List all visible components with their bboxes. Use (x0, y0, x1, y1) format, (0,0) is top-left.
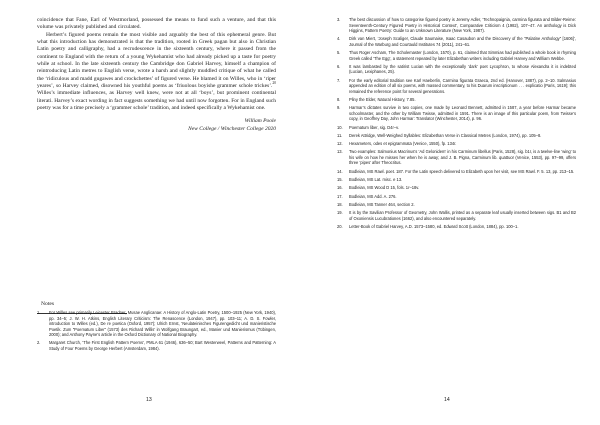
note-text: Margaret Church, ‘The First English Pattern Poems’, PMLA 61 (1946), 636–50; Bart Westerweel, Patterns and Patterning: A Study of Four Poems by George Herbert (Amsterdam, 1984). (49, 340, 276, 351)
note-item (337, 202, 576, 208)
note-item (337, 97, 576, 103)
paragraph-2-main: Herbert’s figured poems remain the most visible and arguably the best of this ephemeral genre. But what this introduction has demonstrated is that the tradition, rooted in Greek pagan but also in Christian Latin poetry and calligraphy, had a recrudescence in the sixteenth century, where it passed from the continent to England with the return of a young Wykehamist who had already picked up a taste for poetry while at school. In the late sixteenth century the Cambridge don Gabriel Harvey, himself a champion of reintroducing Latin metres to English verse, wrote a harsh and slightly muddled critique of what he called the ‘ridiculous and madd gugawes and crockchettes’ of figured verse. He blamed it on Willes, who in ‘riper yeares’, so Harvey claimed, disowned his youthful poems as ‘friuolous boyishe grammer schole trickes’. (37, 31, 276, 90)
note-text: Bodleian, MS Add. A. 276. (349, 193, 397, 199)
note-text: Hexameters, odes et epigrammata (Venice, 1550), fp. 134r. (349, 141, 457, 147)
note-number: 19. (337, 210, 343, 216)
note-number: 13. (337, 149, 343, 155)
note-number: 9. (337, 105, 341, 111)
note-item (337, 194, 576, 200)
note-item (337, 17, 576, 34)
note-number: 11. (337, 132, 343, 138)
note-number: 8. (337, 96, 341, 102)
note-text: Bodleian, MS Wood D 15, fols. 1r–18v. (349, 185, 420, 191)
note-item (337, 36, 576, 47)
note-text: The best discussion of how to categorise figured poetry is Jeremy Adler, ‘Technopaignia, carmina figurata and Bilder-Reime: Seventeenth-Century Figured Poetry in Historical Context’, Comparative Criticism 4 (1982), 107–47. An anthology is Dick Higgins, Pattern Poetry: Guide to an Unknown Literature (New York, 1987). (349, 17, 576, 33)
page-number-left: 13 (146, 397, 152, 403)
note-item (337, 149, 576, 166)
note-number: 17. (337, 193, 343, 199)
note-text: For the early editorial tradition see Karl Haeberlin, Carmina figurata Graeca, 2nd ed. (Hanover, 1887), pp. 2–10. Salmasius appended an edition of all six poems, with massed commentary, to his Duarum inscriptionum . . . explicatio (Paris, 1619); this remained the reference point for several generations. (349, 77, 576, 94)
footnote-ref-20[interactable]: 20 (272, 81, 276, 86)
note-number: 5. (337, 50, 341, 56)
note-number: 18. (337, 201, 343, 207)
note-text: Thus Roger Ascham, The Scholemaster (London, 1570), p. 61, claimed that Simmias had published a whole book in rhyming Greek called ‘The Egg’, a statement repeated by later Elizabethan writers including Gabriel Harvey and William Webbe. (349, 50, 576, 61)
note-item (337, 133, 576, 139)
note-item (337, 125, 576, 131)
notes-title: Notes (41, 301, 55, 307)
note-text: Derek Attridge, Well-Weighed Syllables: Elizabethan Verse in Classical Metres (London, 1974), pp. 105–8. (349, 132, 542, 138)
note-item (337, 105, 576, 122)
note-number: 12. (337, 141, 343, 147)
note-text: It was lambasted by the satirist Lucian with the exceptionally ‘dark’ poet Lycophron, to whose Alexandra it is indebted (Lucian, Lexiphanes, 25). (349, 63, 576, 75)
paragraph-2-tail: Willes’s immediate influences, as Harvey well knew, were not at all ‘boys’, but prominent continental literati. Harvey’s exact wording in fact suggests something we had until now forgotten. For in England such poetry was for a time precisely a ‘grammer schole’ tradition, and indeed specifically a Wykehamist one. (37, 90, 276, 112)
note-text: For Willes see primarily Leicester Bradner, Musae Anglicanae: A History of Anglo-Latin Poetry, 1500–1925 (New York, 1940), pp. 34–5; J. W. H. Atkins, English Literary Criticism: The Renascence (London, 1947), pp. 103–11; A. D. S. Fowler, introduction to Willes (ed.), De re poetica (Oxford, 1957); Ulrich Ernst, ‘Neulateinisches Figurengedicht und manieristische Poetik. Zum “Poematum Liber” (1573) des Richard Willis’ in Wolfgang Braungart, ed., Manier und Manierismus (Tübingen, 2000); and Anthony Payne’s article in the Oxford Dictionary of National Biography. (49, 310, 276, 337)
note-item (337, 78, 576, 95)
note-text: Bodleian, MS Rawl. poet. 187. For the Latin speech delivered to Elizabeth upon her visit, see MS Rawl. F. 5. 13, pp. 213–15. (349, 168, 575, 174)
note-item (337, 210, 576, 221)
note-number: 4. (337, 36, 341, 42)
note-number: 1. (37, 310, 41, 315)
note-item (337, 50, 576, 61)
note-text: Dirk van Miert, ‘Joseph Scaliger, Claude Saumaise, Isaac Casaubon and the Discovery of the “Palatine Anthology” [1606]’, Journal of the Warburg and Courtauld Institutes 74 (2011), 241–61. (349, 36, 576, 47)
note-text: Letter-Book of Gabriel Harvey, A.D. 1573–1580, ed. Edward Scott (London, 1884), pp. 100–1. (349, 224, 519, 230)
note-text: Bodleian, MS Lat. misc. e 13. (349, 177, 403, 183)
note-text: Bodleian, MS Tanner 464, section 2. (349, 201, 415, 207)
right-notes-list (337, 17, 576, 232)
note-number: 2. (37, 340, 41, 346)
paragraph-1: coincidence that Fane, Earl of Westmorland, possessed the means to fund such a venture, and that this volume was privately published and circulated. (37, 17, 276, 31)
note-item (337, 177, 576, 183)
note-text: It is by the Savilian Professor of Geometry, John Wallis, printed as a separate leaf usually inserted between sigs. B1 and B2 of Oxoniensis Lucubrationes (1662), and also encountered separately. (349, 210, 576, 221)
note-item (337, 185, 576, 191)
note-item (337, 169, 576, 175)
signature-name: William Poole (244, 118, 276, 125)
page-number-right: 14 (444, 397, 450, 403)
note-number: 14. (337, 168, 343, 174)
note-item (37, 310, 276, 338)
note-number: 3. (337, 17, 341, 22)
note-text: Poematum liber, sig. D4r–v. (349, 124, 399, 130)
note-item (337, 64, 576, 75)
note-number: 20. (337, 224, 343, 230)
note-number: 7. (337, 77, 341, 83)
note-item (337, 224, 576, 230)
note-number: 15. (337, 177, 343, 183)
note-number: 16. (337, 185, 343, 191)
left-notes-list (37, 310, 276, 354)
paragraph-2 (37, 32, 276, 113)
note-item (37, 340, 276, 351)
note-number: 10. (337, 124, 343, 130)
body-text (37, 17, 276, 133)
note-number: 6. (337, 63, 341, 69)
note-item (337, 141, 576, 147)
note-text: Harmar’s dictates survive in two copies, one made by Leonard Bennett, admitted in 1587, a year before Harmar became schoolmaster, and the other by William Twisse, admitted in 1591. There is an image of this particular poem, from Twisse’s copy, in Geoffrey Day, John Harmar: Translator (Winchester, 2014), p. 96. (349, 105, 576, 122)
note-text: Two examples: Salmonius Macrinus’s ‘Ad Gelonidem’ in his Carminum libellus (Paris, 1528), sig. b1r, is a twelve-line ‘wing’ to his wife on how he misses her when he is away; and J. B. Pigna, Carminum lib. quattuor (Venice, 1553), pp. 97–99, offers three ‘pipes’ after Theocritus. (349, 149, 576, 166)
note-text: Pliny the Elder, Natural History, 7.85. (349, 96, 416, 102)
signature-affiliation: New College / Winchester College 2020 (188, 126, 276, 133)
